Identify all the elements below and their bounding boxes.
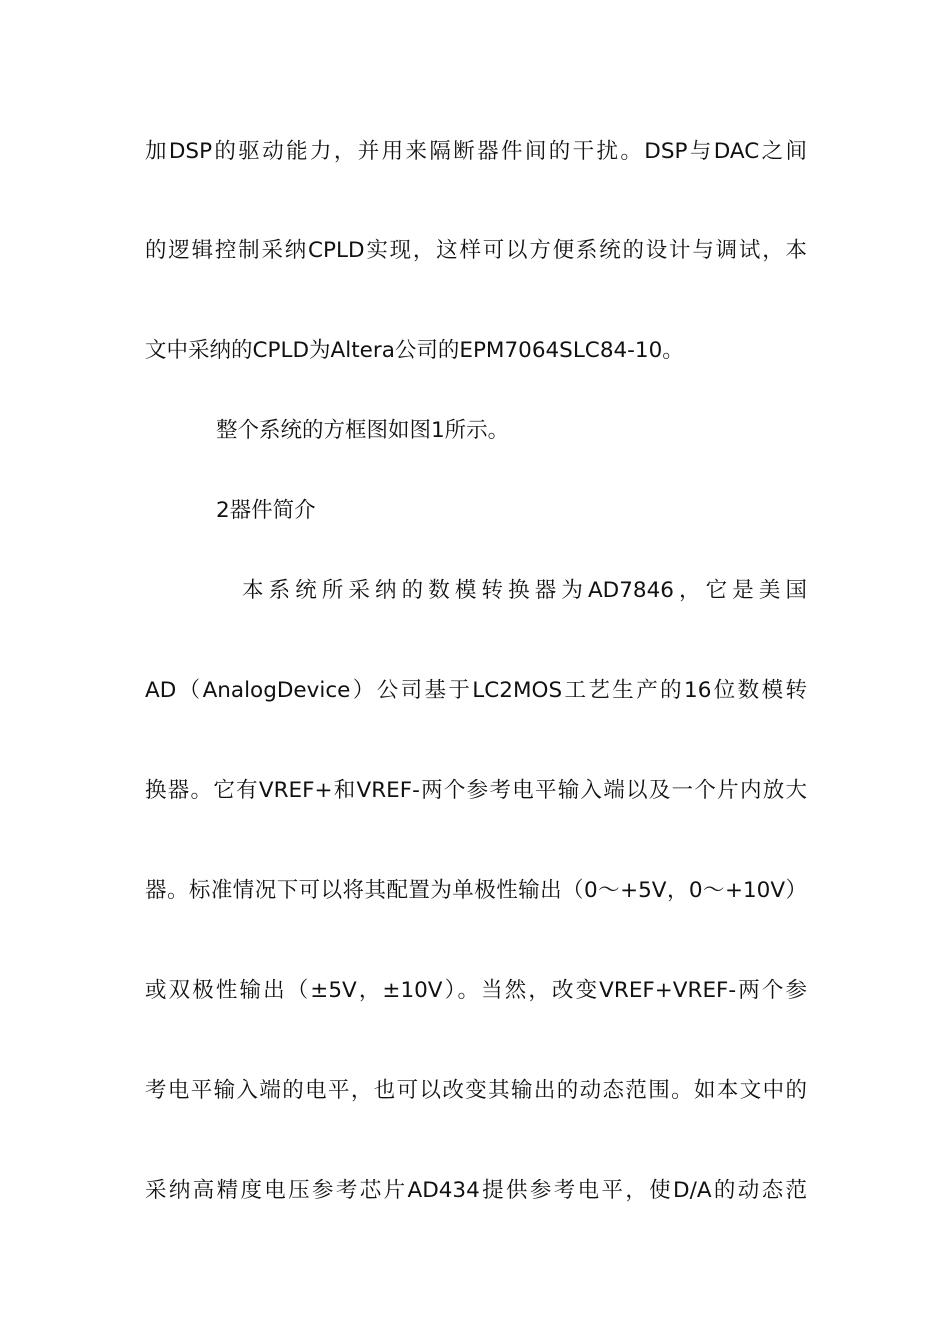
paragraph-line: 加DSP的驱动能力，并用来隔断器件间的干扰。DSP与DAC之间 (145, 139, 807, 164)
paragraph-line: 的逻辑控制采纳CPLD实现，这样可以方便系统的设计与调试，本 (145, 238, 807, 263)
paragraph-line: 考电平输入端的电平，也可以改变其输出的动态范围。如本文中的 (145, 1078, 807, 1103)
paragraph-line: 整个系统的方框图如图1所示。 (216, 418, 510, 443)
paragraph-line: 采纳高精度电压参考芯片AD434提供参考电平，使D/A的动态范 (145, 1178, 807, 1203)
paragraph-line: 文中采纳的CPLD为Altera公司的EPM7064SLC84-10。 (145, 338, 684, 363)
section-heading: 2器件简介 (216, 498, 316, 523)
paragraph-line: 器。标准情况下可以将其配置为单极性输出（0～+5V，0～+10V） (145, 878, 807, 903)
paragraph-line: 本系统所采纳的数模转换器为AD7846，它是美国 (242, 578, 807, 603)
paragraph-line: 或双极性输出（±5V，±10V）。当然，改变VREF+VREF-两个参 (145, 978, 807, 1003)
paragraph-line: AD（AnalogDevice）公司基于LC2MOS工艺生产的16位数模转 (145, 678, 807, 703)
paragraph-line: 换器。它有VREF+和VREF-两个参考电平输入端以及一个片内放大 (145, 778, 807, 803)
